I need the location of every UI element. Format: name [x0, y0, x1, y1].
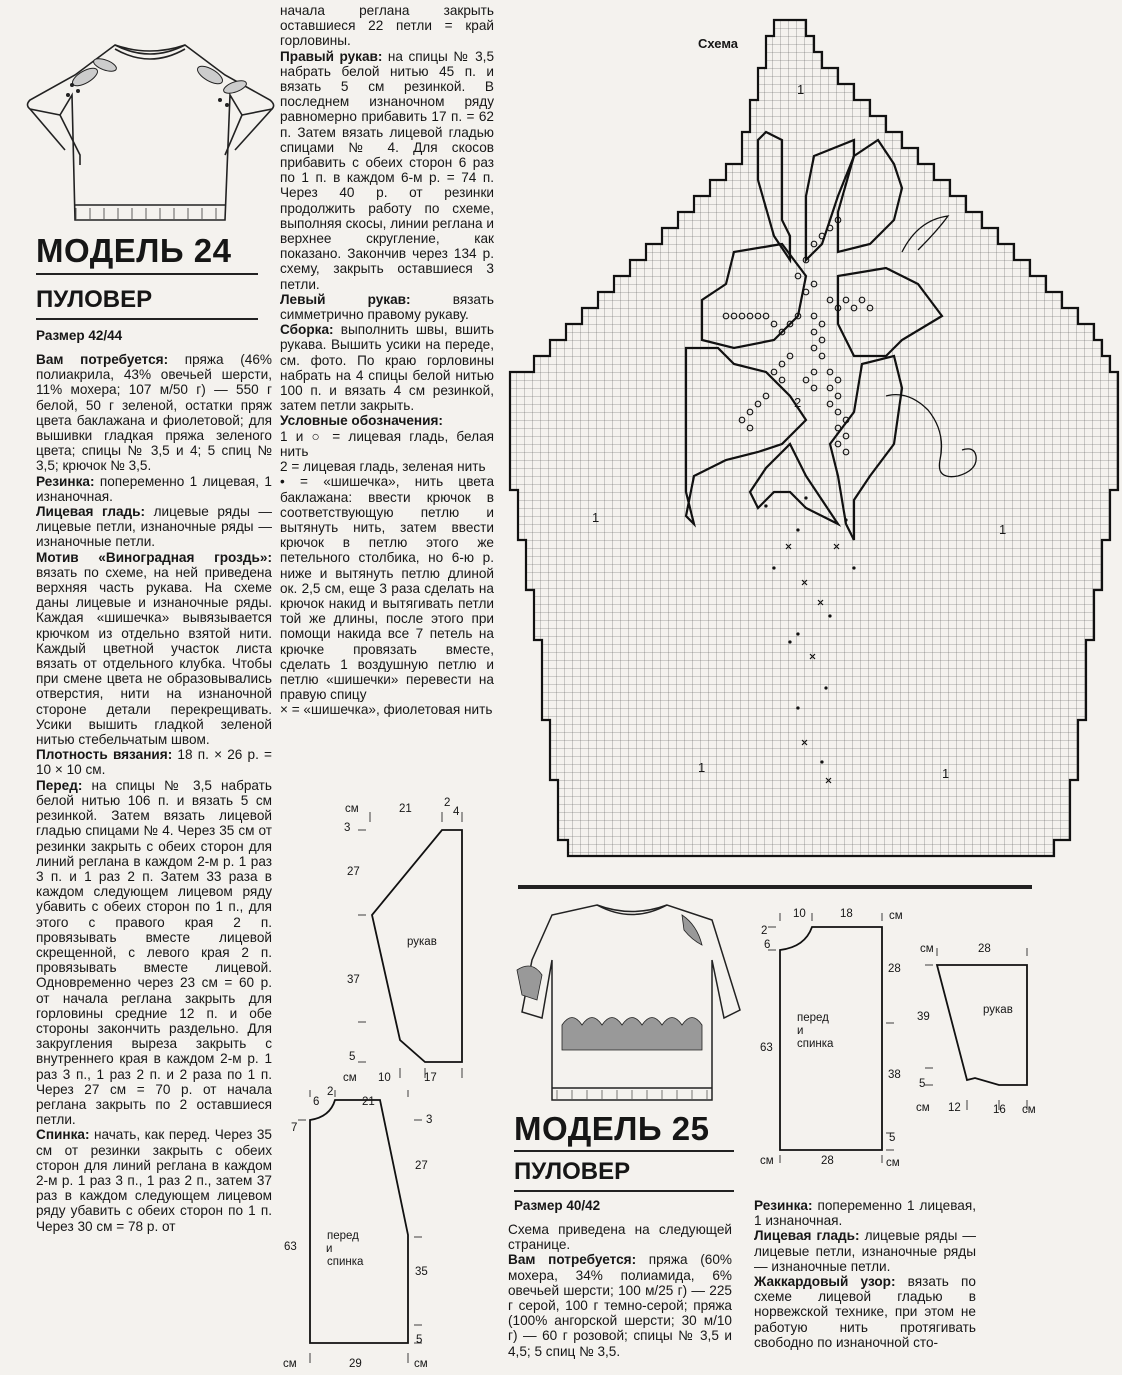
- heading-motif: Мотив «Виноградная гроздь»:: [36, 549, 272, 565]
- text-25-stockinette: лицевые ряды — лицевые петли, изнаночные ряды — изнаночные петли.: [754, 1228, 977, 1274]
- heading-25-stockinette: Лицевая гладь:: [754, 1228, 860, 1244]
- legend-bobble-violet-text: × = «шишечка», фиолетовая нить: [280, 702, 493, 718]
- body-25-label-2: и: [797, 1025, 804, 1037]
- model-24-title: МОДЕЛЬ 24: [36, 232, 232, 269]
- paragraph-front: [36, 778, 272, 1128]
- body-24-cm-left: см: [283, 1358, 297, 1370]
- sleeve-24-label: рукав: [407, 936, 437, 948]
- body-24-h5: 5: [416, 1334, 423, 1346]
- sleeve-25-cm-right: см: [1022, 1104, 1036, 1116]
- heading-back: Спинка:: [36, 1127, 90, 1143]
- sleeve-25-h5: 5: [919, 1078, 926, 1090]
- section-separator: [518, 885, 1032, 889]
- body-25-h63: 63: [760, 1042, 773, 1054]
- paragraph-stockinette: [36, 504, 272, 550]
- model-25-subtitle-rule: [514, 1190, 734, 1192]
- legend-item-green: [280, 459, 494, 474]
- text-materials: пряжа (46% полиакрила, 43% овечьей шерсти, 11% мохера; 107 м/50 г) — 550 г белой, 50 г зеленой, остатки пряж цвета баклажана и фиолетовой; для вышивки гладкая пряжа зеленого цвета; спицы № 3,5 и 4; 5 спиц № 3,5; крючок № 3,5.: [36, 352, 272, 474]
- body-24-h35: 35: [415, 1266, 428, 1278]
- body-25-bottom-width: 28: [821, 1155, 834, 1167]
- body-24-cm-right: см: [414, 1358, 428, 1370]
- text-back-cont: начала реглана закрыть оставшиеся 22 петли = край горловины.: [280, 3, 494, 49]
- paragraph-legend: [280, 413, 494, 428]
- body-25-label-1: перед: [797, 1012, 829, 1024]
- body-25-t1: 10: [793, 908, 806, 920]
- heading-left-sleeve: Левый рукав:: [280, 291, 411, 307]
- text-back: начать, как перед. Через 35 см от резинки закрыть с обеих сторон для линий реглана в каждом 2-м р. 1 раз 3 п., 1 раз 2 п., затем 37 раз в каждом следующем лицевом ряду убавить с обеих сторон по 1 п. Через 30 см = 78 р. от: [36, 1127, 272, 1234]
- body-24-t5: 3: [426, 1114, 433, 1126]
- heading-front: Перед:: [36, 777, 83, 793]
- sleeve-24-h1: 3: [344, 822, 351, 834]
- paragraph-gauge: [36, 747, 272, 777]
- model-24-subtitle: ПУЛОВЕР: [36, 286, 153, 313]
- legend-item-white: [280, 429, 494, 459]
- chart-number-1-left: 1: [592, 510, 600, 525]
- heading-25-jacquard: Жаккардовый узор:: [754, 1274, 896, 1290]
- heading-assembly: Сборка:: [280, 322, 334, 338]
- text-gauge: 18 п. × 26 р. = 10 × 10 см.: [36, 747, 272, 778]
- text-25-scheme-note: Схема приведена на следующей странице.: [508, 1222, 732, 1253]
- body-24-label-3: спинка: [327, 1256, 364, 1268]
- body-24-h63: 63: [284, 1241, 297, 1253]
- chart-number-2: 2: [794, 395, 802, 410]
- model-24-subtitle-rule: [36, 318, 258, 320]
- body-25-t2: 18: [840, 908, 853, 920]
- chart-number-1-top: 1: [797, 82, 805, 97]
- heading-legend: Условные обозначения:: [280, 413, 443, 429]
- heading-right-sleeve: Правый рукав:: [280, 48, 383, 64]
- body-24-label-1: перед: [327, 1230, 359, 1242]
- sleeve-25-bottom-1: 12: [948, 1102, 961, 1114]
- paragraph-motif: [36, 550, 272, 748]
- body-24-t1: 6: [313, 1096, 320, 1108]
- sleeve-25-cm-top: см: [920, 943, 934, 955]
- model-24-text-column-1: [36, 352, 272, 1234]
- legend-white-text: 1 и ○ = лицевая гладь, белая нить: [280, 428, 494, 459]
- body-25-h2: 2: [761, 925, 768, 937]
- body-25-cm-right: см: [886, 1157, 900, 1169]
- body-25-label-3: спинка: [797, 1038, 834, 1050]
- model-25-title: МОДЕЛЬ 25: [514, 1110, 710, 1147]
- text-left-sleeve: вязать симметрично правому рукаву.: [280, 291, 494, 323]
- paragraph-right-sleeve: [280, 49, 494, 292]
- body-24-bottom-width: 29: [349, 1358, 362, 1370]
- sleeve-24-bottom-2: 17: [424, 1072, 437, 1084]
- paragraph-25-stockinette: [754, 1228, 976, 1274]
- sleeve-24-cm-bottom: см: [343, 1072, 357, 1084]
- sleeve-24-cm-top: см: [345, 803, 359, 815]
- body-pattern-model-24: [290, 1085, 440, 1370]
- sleeve-25-bottom-2: 16: [993, 1104, 1006, 1116]
- sleeve-24-h4: 5: [349, 1051, 356, 1063]
- paragraph-assembly: [280, 322, 494, 413]
- paragraph-25-jacquard: [754, 1274, 976, 1350]
- sweater-illustration-model-24: [20, 5, 280, 240]
- heading-materials: Вам потребуется:: [36, 352, 169, 367]
- text-ribbing: попеременно 1 лицевая, 1 изнаночная.: [36, 473, 272, 504]
- model-25-subtitle: ПУЛОВЕР: [514, 1158, 631, 1185]
- body-25-h5: 5: [889, 1132, 896, 1144]
- text-assembly: выполнить швы, вшить рукава. Вышить усики на переде, см. фото. По краю горловины набрать на 4 спицы белой нитью 100 п. и вязать 4 см резинкой, затем петли закрыть.: [280, 322, 494, 414]
- heading-stockinette: Лицевая гладь:: [36, 504, 146, 520]
- sleeve-pattern-model-24: [330, 800, 480, 1090]
- body-24-h27: 27: [415, 1160, 428, 1172]
- body-24-t2: 2: [327, 1086, 334, 1098]
- model-25-text-column-1: [508, 1222, 732, 1359]
- model-25-text-column-2: [754, 1198, 976, 1350]
- sleeve-24-top-slant: 2: [444, 797, 451, 809]
- knitting-chart: [508, 20, 1108, 865]
- paragraph-ribbing: [36, 474, 272, 504]
- sweater-illustration-model-25: [512, 900, 742, 1110]
- body-25-cm-top: см: [889, 910, 903, 922]
- body-24-label-2: и: [326, 1243, 333, 1255]
- sleeve-25-cm-bottom: см: [916, 1102, 930, 1114]
- legend-item-bobble-aubergine: [280, 474, 494, 702]
- body-25-h28: 28: [888, 963, 901, 975]
- chart-number-1-right: 1: [999, 522, 1007, 537]
- legend-green-text: 2 = лицевая гладь, зеленая нить: [280, 459, 486, 475]
- legend-item-bobble-violet: [280, 702, 494, 717]
- heading-25-materials: Вам потребуется:: [508, 1252, 637, 1268]
- sleeve-24-h3: 37: [347, 974, 360, 986]
- heading-gauge: Плотность вязания:: [36, 747, 173, 763]
- sleeve-25-top-width: 28: [978, 943, 991, 955]
- paragraph-25-ribbing: [754, 1198, 976, 1228]
- paragraph-25-scheme-note: [508, 1222, 732, 1252]
- legend-bobble-aubergine-text: • = «шишечка», нить цвета баклажана: ввести крючок в соответствующую петлю и вытянуть нить, затем ввести крючок в петлю этого же петельного столбика, но 6-ю р. ниже и вытянуть петлю длиной ок. 2,5 см, еще 3 раза сделать на крючок накид и вытягивать петли той же длины, после этого при помощи накида все 7 петель на крючке провязать вместе, сделать 1 воздушную петлю и петлю «шишечки» перевести на правую спицу: [280, 474, 494, 703]
- body-24-t3: 21: [362, 1096, 375, 1108]
- sleeve-25-h39: 39: [917, 1011, 930, 1023]
- sleeve-24-top-width: 21: [399, 803, 412, 815]
- sleeve-pattern-model-25: [915, 940, 1075, 1115]
- paragraph-left-sleeve: [280, 292, 494, 322]
- model-25-size: Размер 40/42: [514, 1198, 601, 1213]
- chart-number-1-bottom-left: 1: [698, 760, 706, 775]
- heading-25-ribbing: Резинка:: [754, 1198, 813, 1213]
- sleeve-24-top-gap: 4: [453, 806, 460, 818]
- sleeve-25-label: рукав: [983, 1004, 1013, 1016]
- text-25-ribbing: попеременно 1 лицевая, 1 изнаночная.: [754, 1198, 976, 1229]
- text-motif: вязать по схеме, на ней приведена верхняя часть рукава. На схеме даны лицевые и изнаночные ряды. Каждая «шишечка» вывязывается крючком из отдельно взятой нити. Каждый цветной участок листа вязать от отдельного клубка. Чтобы при смене цвета не образовывались отверстия, нити на изнаночной стороне детали перекрещивать. Усики вышить гладкой зеленой нитью стебельчатым швом.: [36, 564, 272, 748]
- text-stockinette: лицевые ряды — лицевые петли, изнаночные ряды — изнаночные петли.: [36, 504, 273, 550]
- body-pattern-model-25: [760, 905, 910, 1165]
- text-front: на спицы № 3,5 набрать белой нитью 106 п. и вязать 5 см резинкой. Затем вязать лицевой гладью спицами № 4. Через 35 см от резинки закрыть с обеих сторон для линий реглана в каждом 2-м р. 1 раз 3 п. и 1 раз 2 п. Затем 33 раза в каждом следующем лицевом ряду убавить с обеих сторон по 1 п., для этого с правого края 2 п. провязывать вместе лицевой скрещенной, с левого края 2 п. провязывать вместе лицевой. Одновременно через 23 см = 60 р. от начала реглана закрыть для горловины средние 12 п. и обе стороны закончить раздельно. Для закругления выреза закрыть с внутреннего края в каждом 2-м р. 1 раз 3 п., 1 раз 2 п. и 2 раза по 1 п. Через 27 см = 70 р. от начала реглана закрыть по 2 оставшиеся петли.: [36, 777, 272, 1128]
- model-24-title-rule: [36, 273, 258, 275]
- sleeve-24-h2: 27: [347, 866, 360, 878]
- paragraph-materials: [36, 352, 272, 474]
- text-25-materials: пряжа (60% мохера, 34% полиамида, 6% овечьей шерсти; 100 м/25 г) — 225 г серой, 100 г темно-серой; пряжа (100% ангорской шерсти; 30 м/10 г) — 60 г розовой; спицы № 3,5 и 4,5; 5 спиц № 3,5.: [508, 1252, 732, 1359]
- paragraph-25-materials: [508, 1252, 732, 1358]
- paragraph-back-cont: [280, 3, 494, 49]
- body-25-h6: 6: [764, 939, 771, 951]
- body-25-cm-left: см: [760, 1155, 774, 1167]
- model-25-title-rule: [514, 1150, 734, 1152]
- model-24-size: Размер 42/44: [36, 328, 123, 343]
- heading-ribbing: Резинка:: [36, 473, 95, 489]
- model-24-text-column-2: [280, 3, 494, 718]
- text-25-jacquard: вязать по схеме лицевой гладью в норвежской технике, при этом не работую нить протягивать свободно по изнаночной сто-: [754, 1274, 976, 1350]
- body-25-h38: 38: [888, 1069, 901, 1081]
- chart-number-1-bottom-right: 1: [942, 766, 950, 781]
- sleeve-24-bottom-1: 10: [378, 1072, 391, 1084]
- body-24-t4: 7: [291, 1122, 298, 1134]
- text-right-sleeve: на спицы № 3,5 набрать белой нитью 45 п. и вязать 5 см резинкой. В последнем изнаночном ряду равномерно прибавить 17 п. = 62 п. Затем вязать лицевой гладью спицами № 4. Для скосов прибавить с обеих сторон 6 раз по 1 п. в каждом 6-м р. = 74 п. Через 40 р. от резинки продолжить работу по схеме, выполняя скосы, линии реглана и верхнее скругление, как показано. Закончив через 134 р. схему, закрыть оставшиеся 3 петли.: [280, 48, 495, 292]
- paragraph-back: [36, 1127, 272, 1233]
- chart-title: Схема: [698, 36, 739, 51]
